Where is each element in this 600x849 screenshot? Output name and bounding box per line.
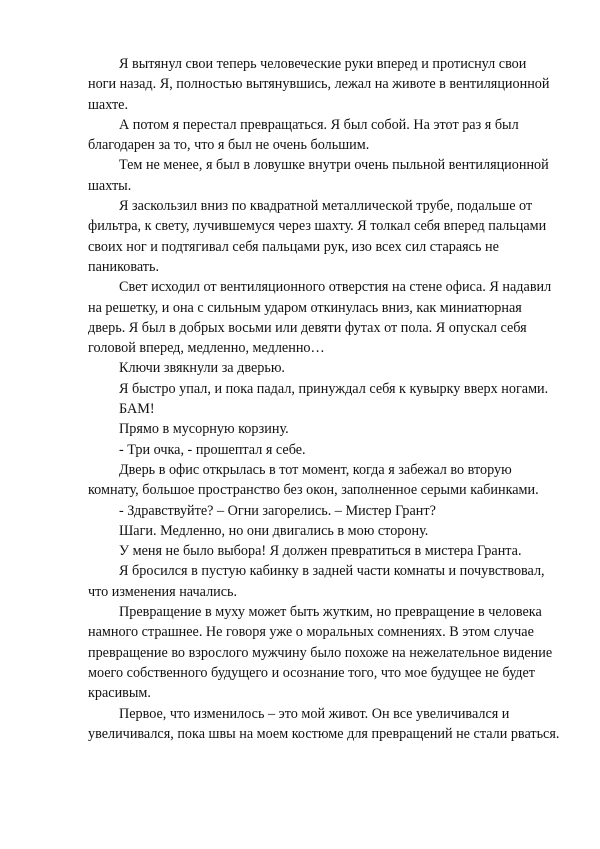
text-line: Первое, что изменилось – это мой живот. Он все увеличивался и xyxy=(119,705,510,722)
text-line: - Здравствуйте? – Огни загорелись. – Мистер Грант? xyxy=(119,502,436,519)
paragraph xyxy=(88,277,560,358)
text-line: шахты. xyxy=(88,177,132,194)
text-line: Шаги. Медленно, но они двигались в мою сторону. xyxy=(119,522,429,539)
text-line: Прямо в мусорную корзину. xyxy=(119,421,289,438)
text-line: комнату, большое пространство без окон, заполненное серыми кабинками. xyxy=(88,482,539,499)
text-line: Я заскользил вниз по квадратной металлической трубе, подальше от xyxy=(119,198,533,215)
text-line: фильтра, к свету, лучившемуся через шахту. Я толкал себя вперед пальцами xyxy=(88,218,547,235)
text-line: Превращение в муху может быть жутким, но превращение в человека xyxy=(119,604,542,621)
paragraph xyxy=(88,358,560,378)
text-line: Я вытянул свои теперь человеческие руки вперед и протиснул свои xyxy=(119,56,527,72)
text-line: Свет исходил от вентиляционного отверстия на стене офиса. Я надавил xyxy=(119,279,552,296)
text-line: Дверь в офис открылась в тот момент, когда я забежал во вторую xyxy=(119,461,512,478)
paragraph xyxy=(88,155,560,196)
text-line: превращение во взрослого мужчину было похоже на нежелательное видение xyxy=(88,644,553,661)
paragraph xyxy=(88,440,560,460)
text-line: головой вперед, медленно, медленно… xyxy=(88,340,325,357)
text-line: ноги назад. Я, полностью вытянувшись, лежал на животе в вентиляционной xyxy=(88,76,550,93)
text-line: красивым. xyxy=(88,685,151,702)
paragraph xyxy=(88,54,560,115)
document-page xyxy=(88,54,560,744)
paragraph xyxy=(88,196,560,277)
paragraph xyxy=(88,379,560,399)
text-line: У меня не было выбора! Я должен превратиться в мистера Гранта. xyxy=(119,543,522,560)
text-line: благодарен за то, что я был не очень большим. xyxy=(88,137,370,154)
text-line: - Три очка, - прошептал я себе. xyxy=(119,441,306,458)
paragraph xyxy=(88,399,560,419)
text-line: на решетку, и она с сильным ударом откинулась вниз, как миниатюрная xyxy=(88,299,522,316)
text-line: увеличивался, пока швы на моем костюме для превращений не стали рваться. xyxy=(88,725,560,742)
paragraph xyxy=(88,541,560,561)
text-line: своих ног и подтягивал себя пальцами рук, изо всех сил стараясь не xyxy=(88,238,499,255)
text-line: дверь. Я был в добрых восьми или девяти футах от пола. Я опускал себя xyxy=(88,319,527,336)
text-line: что изменения начались. xyxy=(88,583,238,600)
paragraph xyxy=(88,521,560,541)
text-line: паниковать. xyxy=(88,258,159,275)
paragraph xyxy=(88,419,560,439)
paragraph xyxy=(88,501,560,521)
text-line: Я быстро упал, и пока падал, принуждал себя к кувырку вверх ногами. xyxy=(119,380,549,397)
paragraph xyxy=(88,561,560,602)
paragraph xyxy=(88,704,560,745)
text-line: Ключи звякнули за дверью. xyxy=(119,360,285,377)
text-line: А потом я перестал превращаться. Я был собой. На этот раз я был xyxy=(119,116,519,133)
text-line: моего собственного будущего и осознание того, что мое будущее не будет xyxy=(88,664,535,681)
paragraph xyxy=(88,602,560,703)
text-line: шахте. xyxy=(88,96,129,113)
text-line: Я бросился в пустую кабинку в задней части комнаты и почувствовал, xyxy=(119,563,545,580)
text-line: БАМ! xyxy=(119,401,155,418)
text-line: намного страшнее. Не говоря уже о моральных сомнениях. В этом случае xyxy=(88,624,534,641)
paragraph xyxy=(88,460,560,501)
paragraph xyxy=(88,115,560,156)
text-line: Тем не менее, я был в ловушке внутри очень пыльной вентиляционной xyxy=(119,157,549,174)
